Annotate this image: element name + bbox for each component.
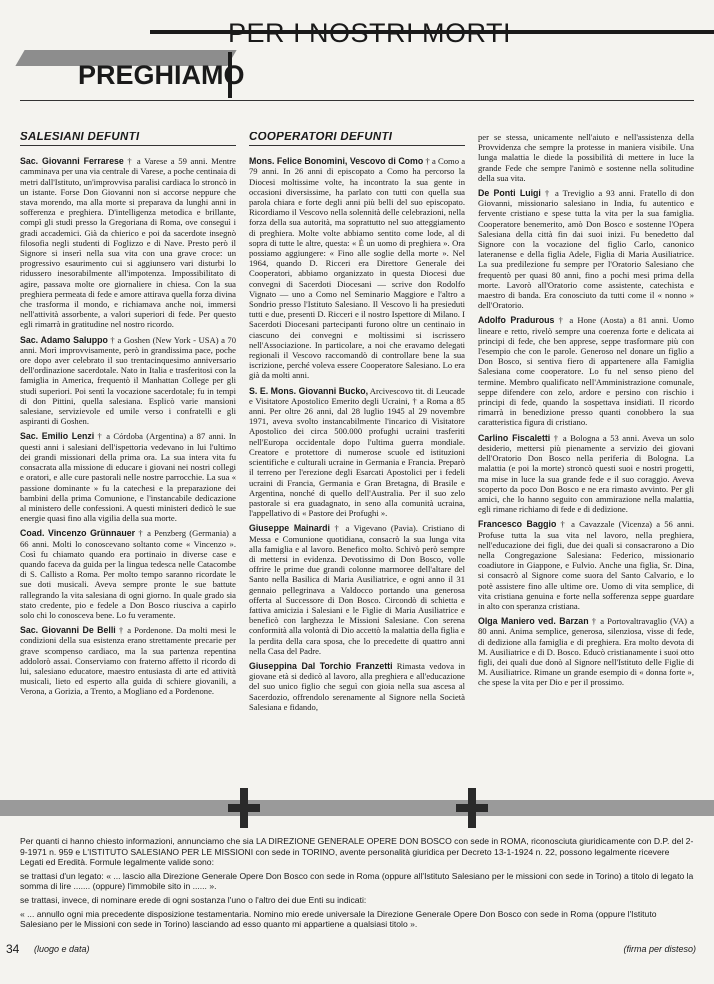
obituary-text: † a Penzberg (Germania) a 66 anni. Molti lo conoscevano soltanto come « Vincenzo ». Così fu chiamato quando era portinaio in diverse case e quando faceva da guida per la lingua tedesca nelle Catacombe di S. Callisto a Roma. Per molto tempo saranno ricordate le sue doti musicali. Aveva sempre pronte le sue battute rallegrando la vita salesiana di ogni giorno. In quale grado sia stato credente, pio e fedele a Don Bosco riusciva a capirlo solo chi lo conosceva bene. Lo fu veramente. (20, 528, 236, 620)
deceased-name: Olga Maniero ved. Barzan (478, 616, 589, 627)
obituary-text: † a Portovaltravaglio (VA) a 80 anni. Anima semplice, generosa, silenziosa, visse di fede, di dedizione alla famiglia e di preghiera. Era molto devota di M. Ausiliatrice e di D. Bosco. Educò cristianamente i suoi otto figli, dei quali due donò al Signore nell'Istituto delle Figlie di M. Ausiliatrice. Rimane un grande esempio di « donna forte », che spese la vita per Dio e per il prossimo. (478, 616, 694, 688)
obituary-entry (20, 156, 236, 329)
obituary-entry (478, 616, 694, 687)
deceased-name: Sac. Giovanni De Belli (20, 625, 116, 636)
signature-label: (firma per disteso) (623, 944, 696, 954)
page-footer (6, 942, 696, 956)
deceased-name: Giuseppina Dal Torchio Franzetti (249, 660, 393, 671)
deceased-name: Adolfo Pradurous (478, 315, 555, 326)
legal-erede-intro: se trattasi, invece, di nominare erede di ogni sostanza l'uno o l'altro dei due Enti su indicati: (20, 894, 367, 905)
deceased-name: Francesco Baggio (478, 519, 557, 530)
place-date-label: (luogo e data) (34, 944, 90, 954)
legal-erede: « ... annullo ogni mia precedente disposizione testamentaria. Nomino mio erede universale la Direzione Generale Opere Don Bosco con sede in Roma (oppure l'Istituto Salesiano per le Missioni con sede in Torino) lasciando ad esso quanto mi appartiene a qualsiasi titolo ». (20, 908, 657, 930)
page-title-bottom: PREGHIAMO (78, 60, 245, 90)
obituary-text: † a Vigevano (Pavia). Cristiano di Messa e Comunione quotidiana, consacrò la sua lunga vita alla famiglia e al lavoro. Benefico molto. Schivò però sempre di mettersi in evidenza. Devotissimo di Don Bosco, volle offrire le prime due grandi colonne marmoree dell'altare del Santo nella Basilica di Maria Ausiliatrice, e ogni anno il 31 gennaio pellegrinava a Valdocco portando una generosa offerta al Successore di Don Bosco. Circondò di schietta e fattiva amicizia i Salesiani e le Figlie di Maria Ausiliatrice e beneficò con larghezza le Missioni Salesiane. Con serena conformità alla volontà di Dio accettò la malattia della figlia e la perdita della cara sposa, che lo precedette di quattro anni nella Casa del Padre. (249, 523, 465, 656)
column-body (20, 156, 236, 696)
obituary-entry (478, 315, 694, 427)
page-title-top: PER I NOSTRI MORTI (228, 18, 512, 48)
cross-icon (456, 788, 488, 828)
column-salesiani (20, 132, 236, 782)
obituary-entry (249, 523, 465, 656)
legal-notice (20, 836, 694, 933)
obituary-columns (20, 132, 694, 782)
column-body (249, 156, 465, 712)
column-cooperatori-cont (478, 132, 694, 782)
cross-icon (228, 788, 260, 828)
section-heading-salesiani: SALESIANI DEFUNTI (20, 132, 236, 146)
legal-legato: se trattasi d'un legato: « ... lascio alla Direzione Generale Opere Don Bosco con sede in Roma (oppure all'Istituto Salesiano per le missioni con sede in Torino) a titolo di legato la somma di lire ....... (oppure) l'immobile sito in ...... ». (20, 870, 694, 892)
legal-intro: Per quanti ci hanno chiesto informazioni, annunciamo che sia LA DIREZIONE GENERALE OPERE DON BOSCO con sede in ROMA, riconosciuta giuridicamente con D.P. del 2-9-1971 n. 959 e L'ISTITUTO SALESIANO PER LE MISSIONI con sede in TORINO, avente personalità giuridica per Decreto 13-1-1924 n. 22, possono legalmente ricevere Legati ed Eredità. Formule legalmente valide sono: (20, 836, 694, 868)
obituary-text: per se stessa, unicamente nell'aiuto e nell'assistenza della Provvidenza che sempre la protesse in maniera visibile. Una lunga malattia le diede la possibilità di mettere in luce la grande Fede che sempre l'animò e sostenne nella solitudine della sua vita. (478, 132, 694, 183)
obituary-entry (478, 188, 694, 310)
deceased-name: De Ponti Luigi (478, 188, 541, 199)
obituary-text: Rimasta vedova in giovane età si dedicò al lavoro, alla preghiera e all'educazione del suo unico figlio che seguì con gioia nella sua ascesa al Sacerdozio, offrendolo serenamente al Signore nella Società Salesiana e fidando, (249, 660, 465, 712)
deceased-name: Sac. Emilio Lenzi (20, 431, 95, 442)
obituary-entry (249, 386, 465, 519)
deceased-name: Giuseppe Mainardi (249, 523, 330, 534)
obituary-text: † a Bologna a 53 anni. Aveva un solo desiderio, mettersi più pienamente a servizio dei giovani dell'Oratorio Don Bosco nella periferia di Bologna. La malattia (e poi la morte) stroncò questi suoi e nostri progetti, ma mise in luce la sua grande fede e il suo coraggio. Aveva scoperto da poco Don Bosco e ne era rimasto avvinto. Per gli amici, che lo hanno seguito con ammirazione nella malattia, egli rimane richiamo di fede e di dedizione. (478, 432, 694, 515)
obituary-text: † a Pordenone. Da molti mesi le condizioni della sua esistenza erano strettamente precarie per grave scompenso cardiaco, ma la sua partenza repentina addolorò assai. Conserviamo con fraterno affetto il ricordo di lui, salesiano educatore, maestro entusiasta di arte ed attività musicali, lieto ed esperto alla guida di schiere giovanili, a Verona, a Gorizia, a Trento, a Mogliano ed a Pordenone. (20, 625, 236, 697)
obituary-text: † a Treviglio a 93 anni. Fratello di don Giovanni, missionario salesiano in India, fu autentico e fervente cristiano e spese tutta la vita per la sua famiglia. Cooperatore benemerito, amò Don Bosco e sostenne l'Opera Salesiana della città fin dai suoi inizi. Fu benedetto dal Signore con la vocazione del figlio Carlo, canonico lateranense e della figlia Adele, Figlia di Maria Ausiliatrice. La sua predilezione fu sempre per l'Oratorio Salesiano che frequentò per quasi 80 anni, fino a pochi mesi prima della morte. Lavorò all'Oratorio come assistente, catechista e maestro di banda. Era conosciuto da tutti come il « nonno » dell'Oratorio. (478, 188, 694, 311)
obituary-entry (478, 519, 694, 611)
obituary-entry (20, 528, 236, 620)
page-header (0, 0, 714, 110)
section-heading-cooperatori: COOPERATORI DEFUNTI (249, 132, 465, 146)
deceased-name: Carlino Fiscaletti (478, 432, 551, 443)
obituary-entry (478, 132, 694, 183)
obituary-text: Arcivescovo tit. di Leucade e Visitatore Apostolico Emerito degli Ucraini, † a Roma a 85 anni. Per oltre 26 anni, dal 28 luglio 1945 al 29 novembre 1971, aveva svolto instancabilmente l'incarico di Visitatore Apostolico dei circa 500.000 profughi ucraini trasferiti nell'Europa occidentale dopo l'ultima guerra mondiale. Creatore e protettore di numerose scuole ed istituzioni scientifiche e culturali ucraine in Germania e Francia. Preparò il terreno per l'erezione degli Esarcati Apostolici per i fedeli ucraini di Francia, Germania e Gran Bretagna, di Brasile e Argentina, nonché di quello dell'Australia. Per il suo zelo pastorale si era guadagnato, in seno alla comunità ucraina, l'appellativo di « Pastore dei Profughi ». (249, 385, 465, 519)
deceased-name: Coad. Vincenzo Grünnauer (20, 528, 136, 539)
obituary-entry (478, 433, 694, 515)
column-body (478, 132, 694, 688)
obituary-text: † a Varese a 59 anni. Mentre camminava per una via centrale di Varese, a poche centinaia di metri dall'Istituto, un'improvvisa paralisi cardiaca lo stroncò in un istante. Forse Don Giovanni non si accorse neppure che stava morendo, ma alla morte si preparava da lunghi anni in sofferenza e preghiera. D'intelligenza metodica e brillante, compì gli studi presso la Gregoriana di Roma, ove conseguì i gradi accademici. Già da chierico e poi da sacerdote insegnò filosofia negli studenti di Foglizzo e di Nave. Presto però il Signore si inserì nella sua vita con una grave croce: un progressivo esaurimento cui si aggiunsero vari disturbi lo ridussero inesorabilmente all'impotenza. Impossibilitato di agire, passava molte ore giornaliere in chiesa. Con la sua preghiera permeata di fede e amore attirava quella forza divina che trasforma il mondo, e richiamava anche noi, immersi nell'attività assorbente, a valori superiori di fede. Per questo egli rimarrà in gratitudine nel nostro ricordo. (20, 156, 236, 330)
obituary-entry (249, 156, 465, 380)
header-divider (20, 100, 694, 101)
page-number: 34 (6, 942, 20, 956)
obituary-text: † a Goshen (New York - USA) a 70 anni. Morì improvvisamente, però in grandissima pace, poche ore dopo aver celebrato il suo trentacinquesimo anniversario dell'ordinazione sacerdotale. Nato in Italia e trasferitosi con la famiglia in America, frequentò il Manhattan College per gli studi superiori. Poi sentì la vocazione sacerdotale; fu in tempi di don Pittini, quella salesiana. Esplicò varie mansioni salesiane, servizievole ed umile verso i confratelli e gli aspiranti di Goshen. (20, 334, 236, 427)
obituary-entry (20, 335, 236, 427)
obituary-entry (20, 431, 236, 523)
obituary-text: † a Córdoba (Argentina) a 87 anni. In questi anni i salesiani dell'ispettoria vedevano in lui l'ultimo dei grandi missionari della prima ora. La sua intera vita fu consacrata alla missione di educare i giovani nei nostri collegi e oratori, e alle cure pastorali nelle nostre parrocchie. La sua « passione dominante » fu la catechesi e la preparazione dei bambini della prima Comunione, e l'instancabile dedicazione al ministero delle confessioni. A questi ministeri dedicò le sue energie quasi fino alla vigilia della sua morte. (20, 431, 236, 524)
banner-band (0, 800, 714, 816)
obituary-text: † a Cavazzale (Vicenza) a 56 anni. Profuse tutta la sua vita nel lavoro, nella preghiera, nell'educazione dei figli, due dei quali si consacrarono a Dio nella Congregazione Salesiana: Federico, missionario coadiutore in Giappone, e Fulvio. Anche una figlia, Sr. Dina, si consacrò al Signore come suora del Santo Calvario, e lo potè assistere fino alle ultime ore. Uomo di vita semplice, di vita cristiana genuina e forte nella sofferenza seppe guardare in alto con speranza cristiana. (478, 519, 694, 611)
column-cooperatori (249, 132, 465, 782)
deceased-name: S. E. Mons. Giovanni Bucko, (249, 385, 369, 396)
obituary-text: † a Como a 79 anni. In 26 anni di episcopato a Como ha percorso la Diocesi moltissime volte, ha incontrato la sua gente in occasioni diversissime, ha parlato con tutti con quella sua parola chiara e forte degli anni più belli del suo episcopato. Ricordiamo il Vescovo nella solennità delle celebrazioni, nella forza della sua autorità, ma soprattutto nel suo atteggiamento di preghiera. Molte volte abbiamo sentito come lode, al di sopra di tutte le altre, questa: « È un uomo di preghiera ». Ora possiamo aggiungere: « Fino alle soglie della morte ». Nel 1964, quando D. Ricceri era Direttore Generale dei Cooperatori, abbiamo organizzato in questa Diocesi due convegni di Sacerdoti Diocesani — scrive don Rodolfo Vignato — uno a Como nel Seminario Maggiore e l'altro a Sondrio presso l'Istituto Salesiano. Il Vescovo li ha presieduti tutti e due, presenti D. Ricceri e il nostro Ispettore di Milano. I Sacerdoti Diocesani partecipanti furono oltre un centinaio in ciascuno dei convegni e moltissimi si iscrissero nell'Associazione. In particolare, a noi che eravamo delegati regionali il Vescovo raccomandò di controllare bene la sua iscrizione, perché voleva essere Cooperatore Salesiano. Lo era già da molti anni. (249, 156, 465, 381)
cross-banner (0, 788, 714, 828)
obituary-entry (249, 661, 465, 712)
deceased-name: Mons. Felice Bonomini, Vescovo di Como (249, 156, 424, 167)
deceased-name: Sac. Adamo Saluppo (20, 334, 108, 345)
obituary-entry (20, 625, 236, 696)
obituary-text: † a Hone (Aosta) a 81 anni. Uomo lineare e retto, rivelò sempre una coerenza forte e delicata ai principi di fede, che ben apprese, seppe trasformare più con l'esempio che con le parole. Generoso nel donare un figlio a Don Bosco, si sentiva fiero di appartenere alla Famiglia Salesiana come cooperatore. Lo fu nel senso pieno del termine. Membro qualificato nell'Amministrazione comunale, seppe difendere con zelo, ardore e persino con rischio i principi di fede, quando la sospettava insidiati. Il ricordo rimarrà in benedizione presso quanti conobbero la sua caratteristica figura di cristiano. (478, 315, 694, 428)
deceased-name: Sac. Giovanni Ferrarese (20, 156, 124, 167)
